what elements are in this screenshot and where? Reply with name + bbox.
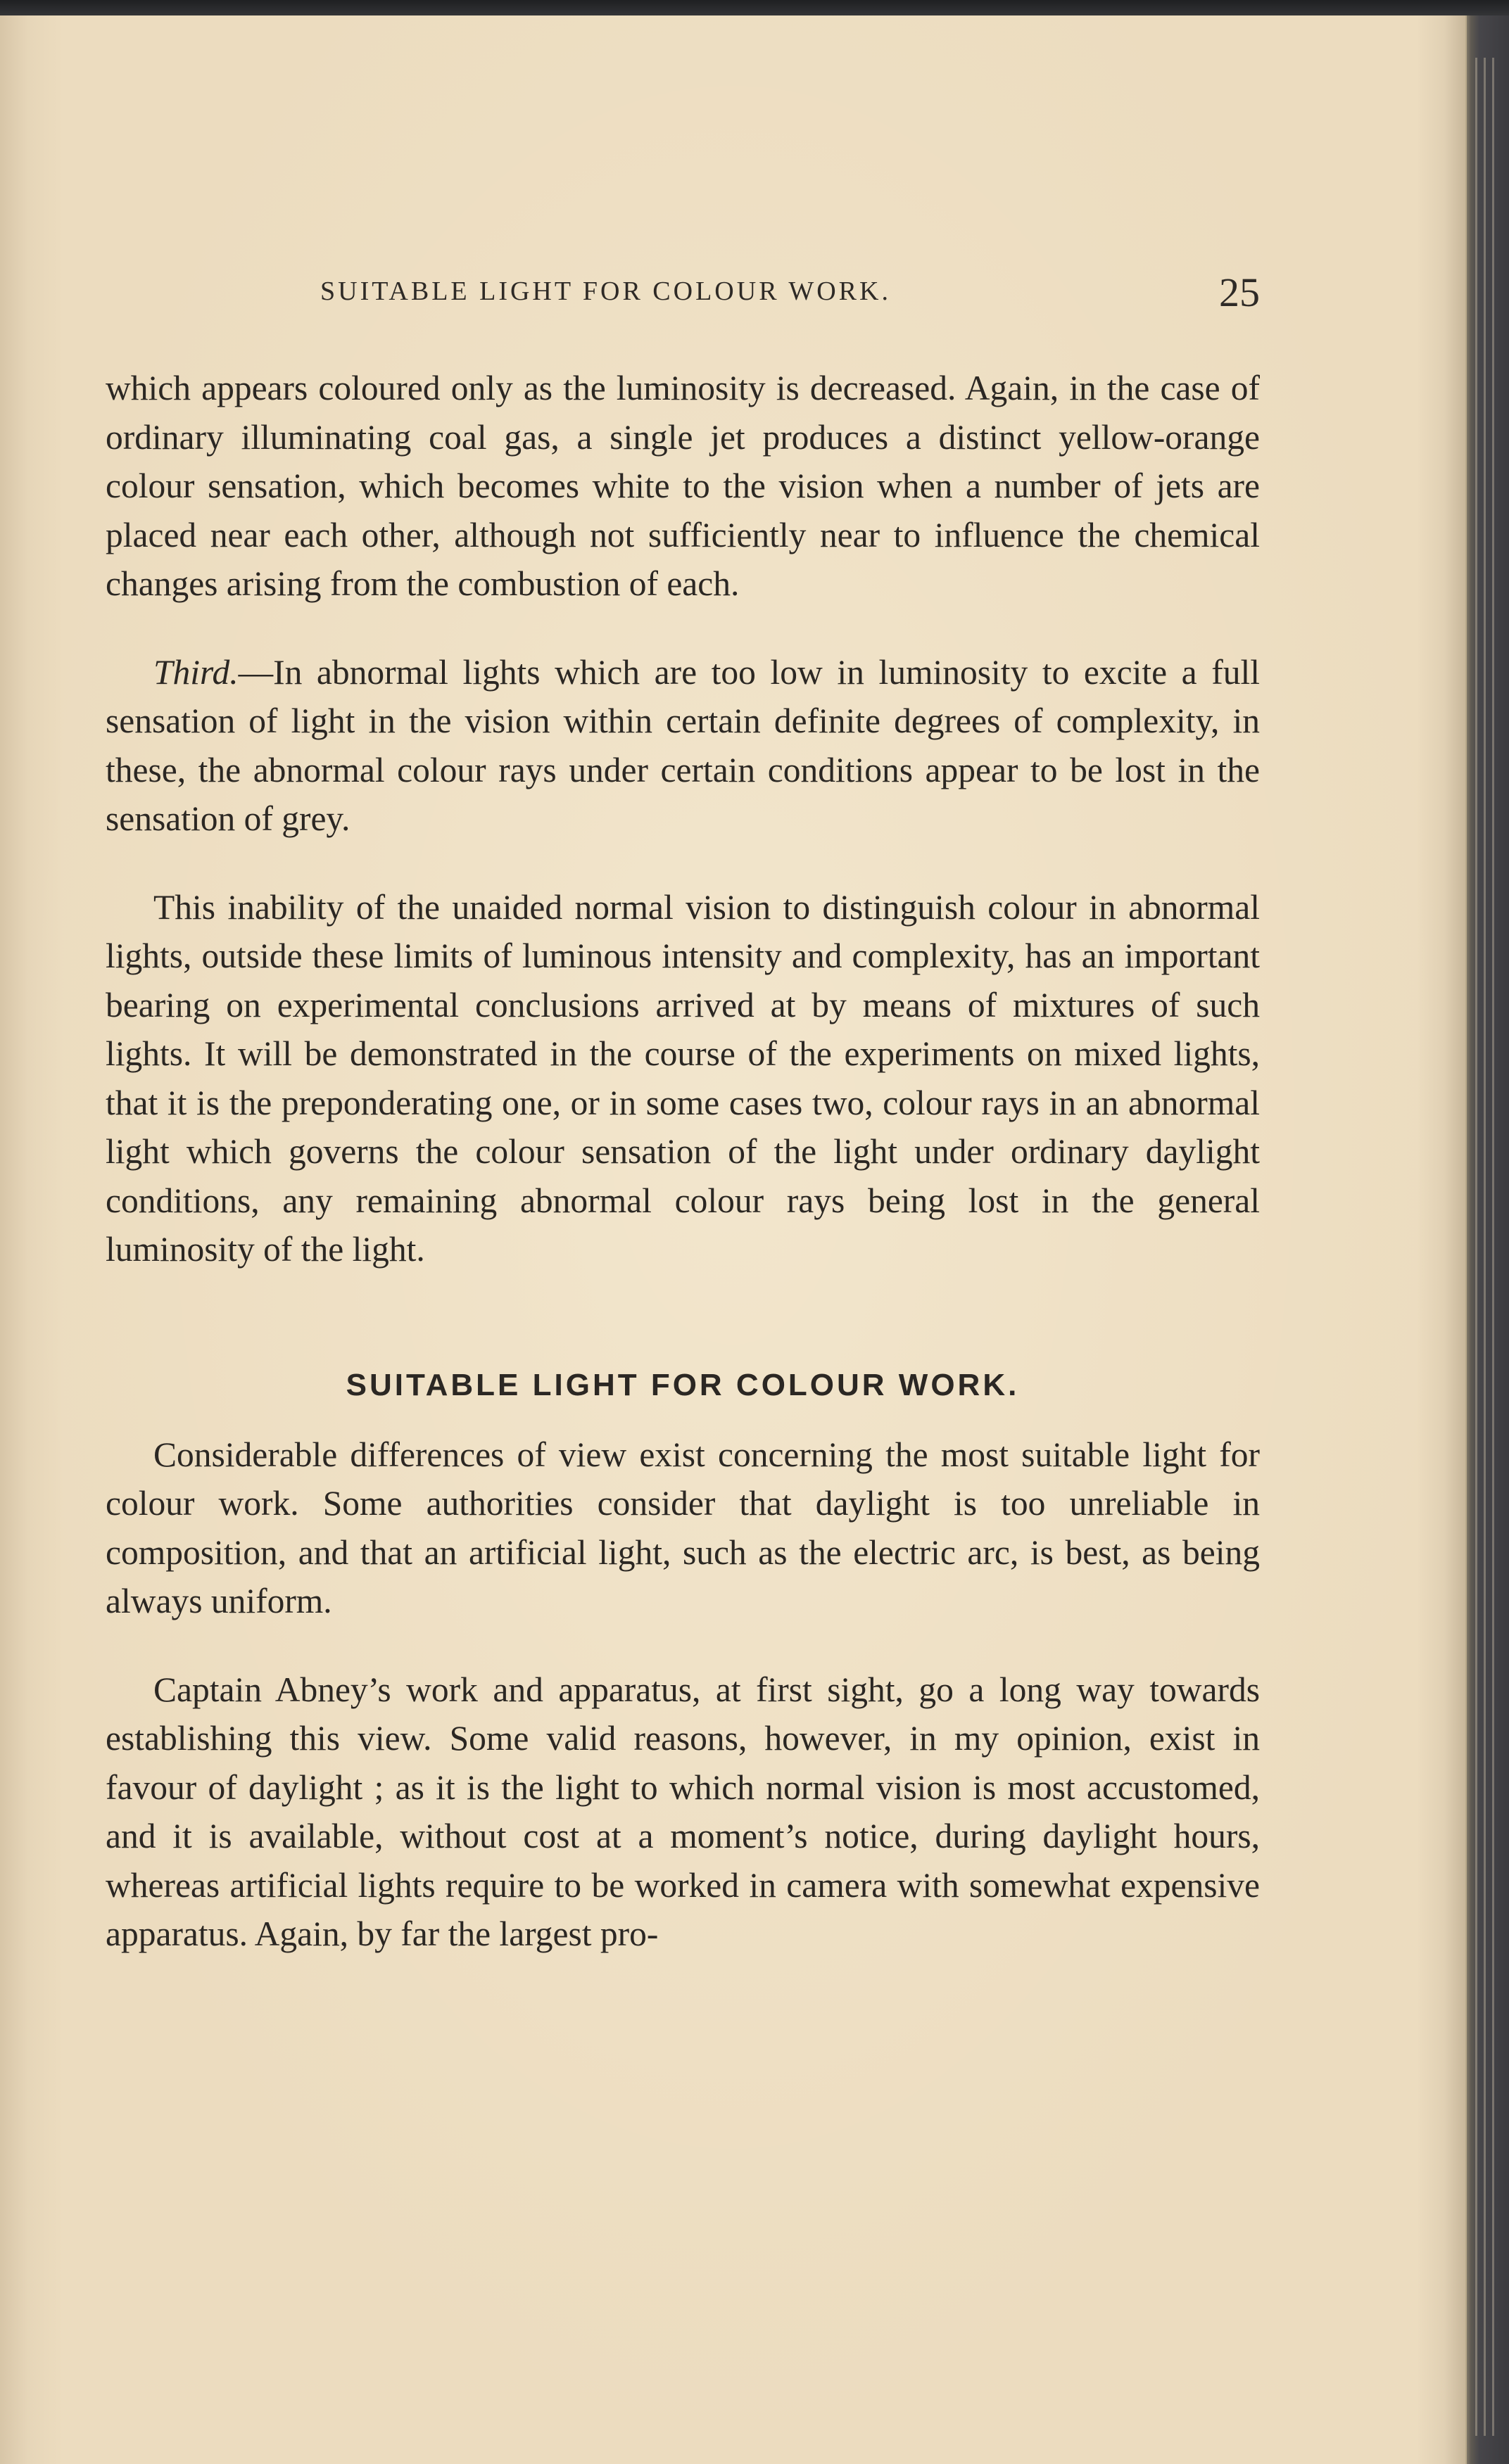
book-page [0,15,1467,2464]
running-head [106,269,1260,318]
body-text [106,364,1260,1959]
page-edge-line [1492,58,1494,2436]
section-heading: SUITABLE LIGHT FOR COLOUR WORK. [346,1367,1020,1402]
paragraph-third-text: —In abnormal lights which are too low in luminosity to excite a full sensation of light in the vision within certain definite degrees of complexity, in these, the abnormal colour rays under certain conditions appear to be lost in the sensation of grey. [106,652,1260,838]
paragraph-inability: This inability of the unaided normal vision to distinguish colour in abnormal lights, outside these limits of luminous intensity and complexity, has an important bearing on experimental conclusions arrived at by means of mixtures of such lights. It will be demonstrated in the course of the experiments on mixed lights, that it is the preponderating one, or in some cases two, colour rays in an abnormal light which governs the colour sensation of the light under ordinary daylight conditions, any remaining abnormal colour rays being lost in the general luminosity of the light. [106,887,1260,1269]
paragraph-considerable: Considerable differences of view exist concerning the most suitable light for colour work. Some authorities consider that daylight is too unreliable in composition, and that an artificial light, such as the electric arc, is best, as being always uniform. [106,1435,1260,1620]
paragraph-abney: Captain Abney’s work and apparatus, at first sight, go a long way towards establishing this view. Some valid reasons, however, in my opinion, exist in favour of daylight ; as it is the light to which normal vision is most accustomed, and it is available, without cost at a moment’s notice, during daylight hours, whereas artificial lights require to be worked in camera with somewhat expensive apparatus. Again, by far the largest pro- [106,1670,1260,1953]
page-edge-line [1484,58,1486,2436]
book-page-edges [1465,15,1509,2464]
paragraph-lead-italic: Third. [153,652,239,692]
page-number: 25 [1219,269,1260,315]
paragraph-third [106,648,1260,844]
paragraph-continued: which appears coloured only as the luminosity is decreased. Again, in the case of ordinary illuminating coal gas, a single jet produces a distinct yellow-orange colour sensation, which becomes white to the vision when a number of jets are placed near each other, although not sufficiently near to influence the chemical changes arising from the combustion of each. [106,369,1260,603]
page-edge-line [1475,58,1477,2436]
running-title: SUITABLE LIGHT FOR COLOUR WORK. [320,277,891,306]
